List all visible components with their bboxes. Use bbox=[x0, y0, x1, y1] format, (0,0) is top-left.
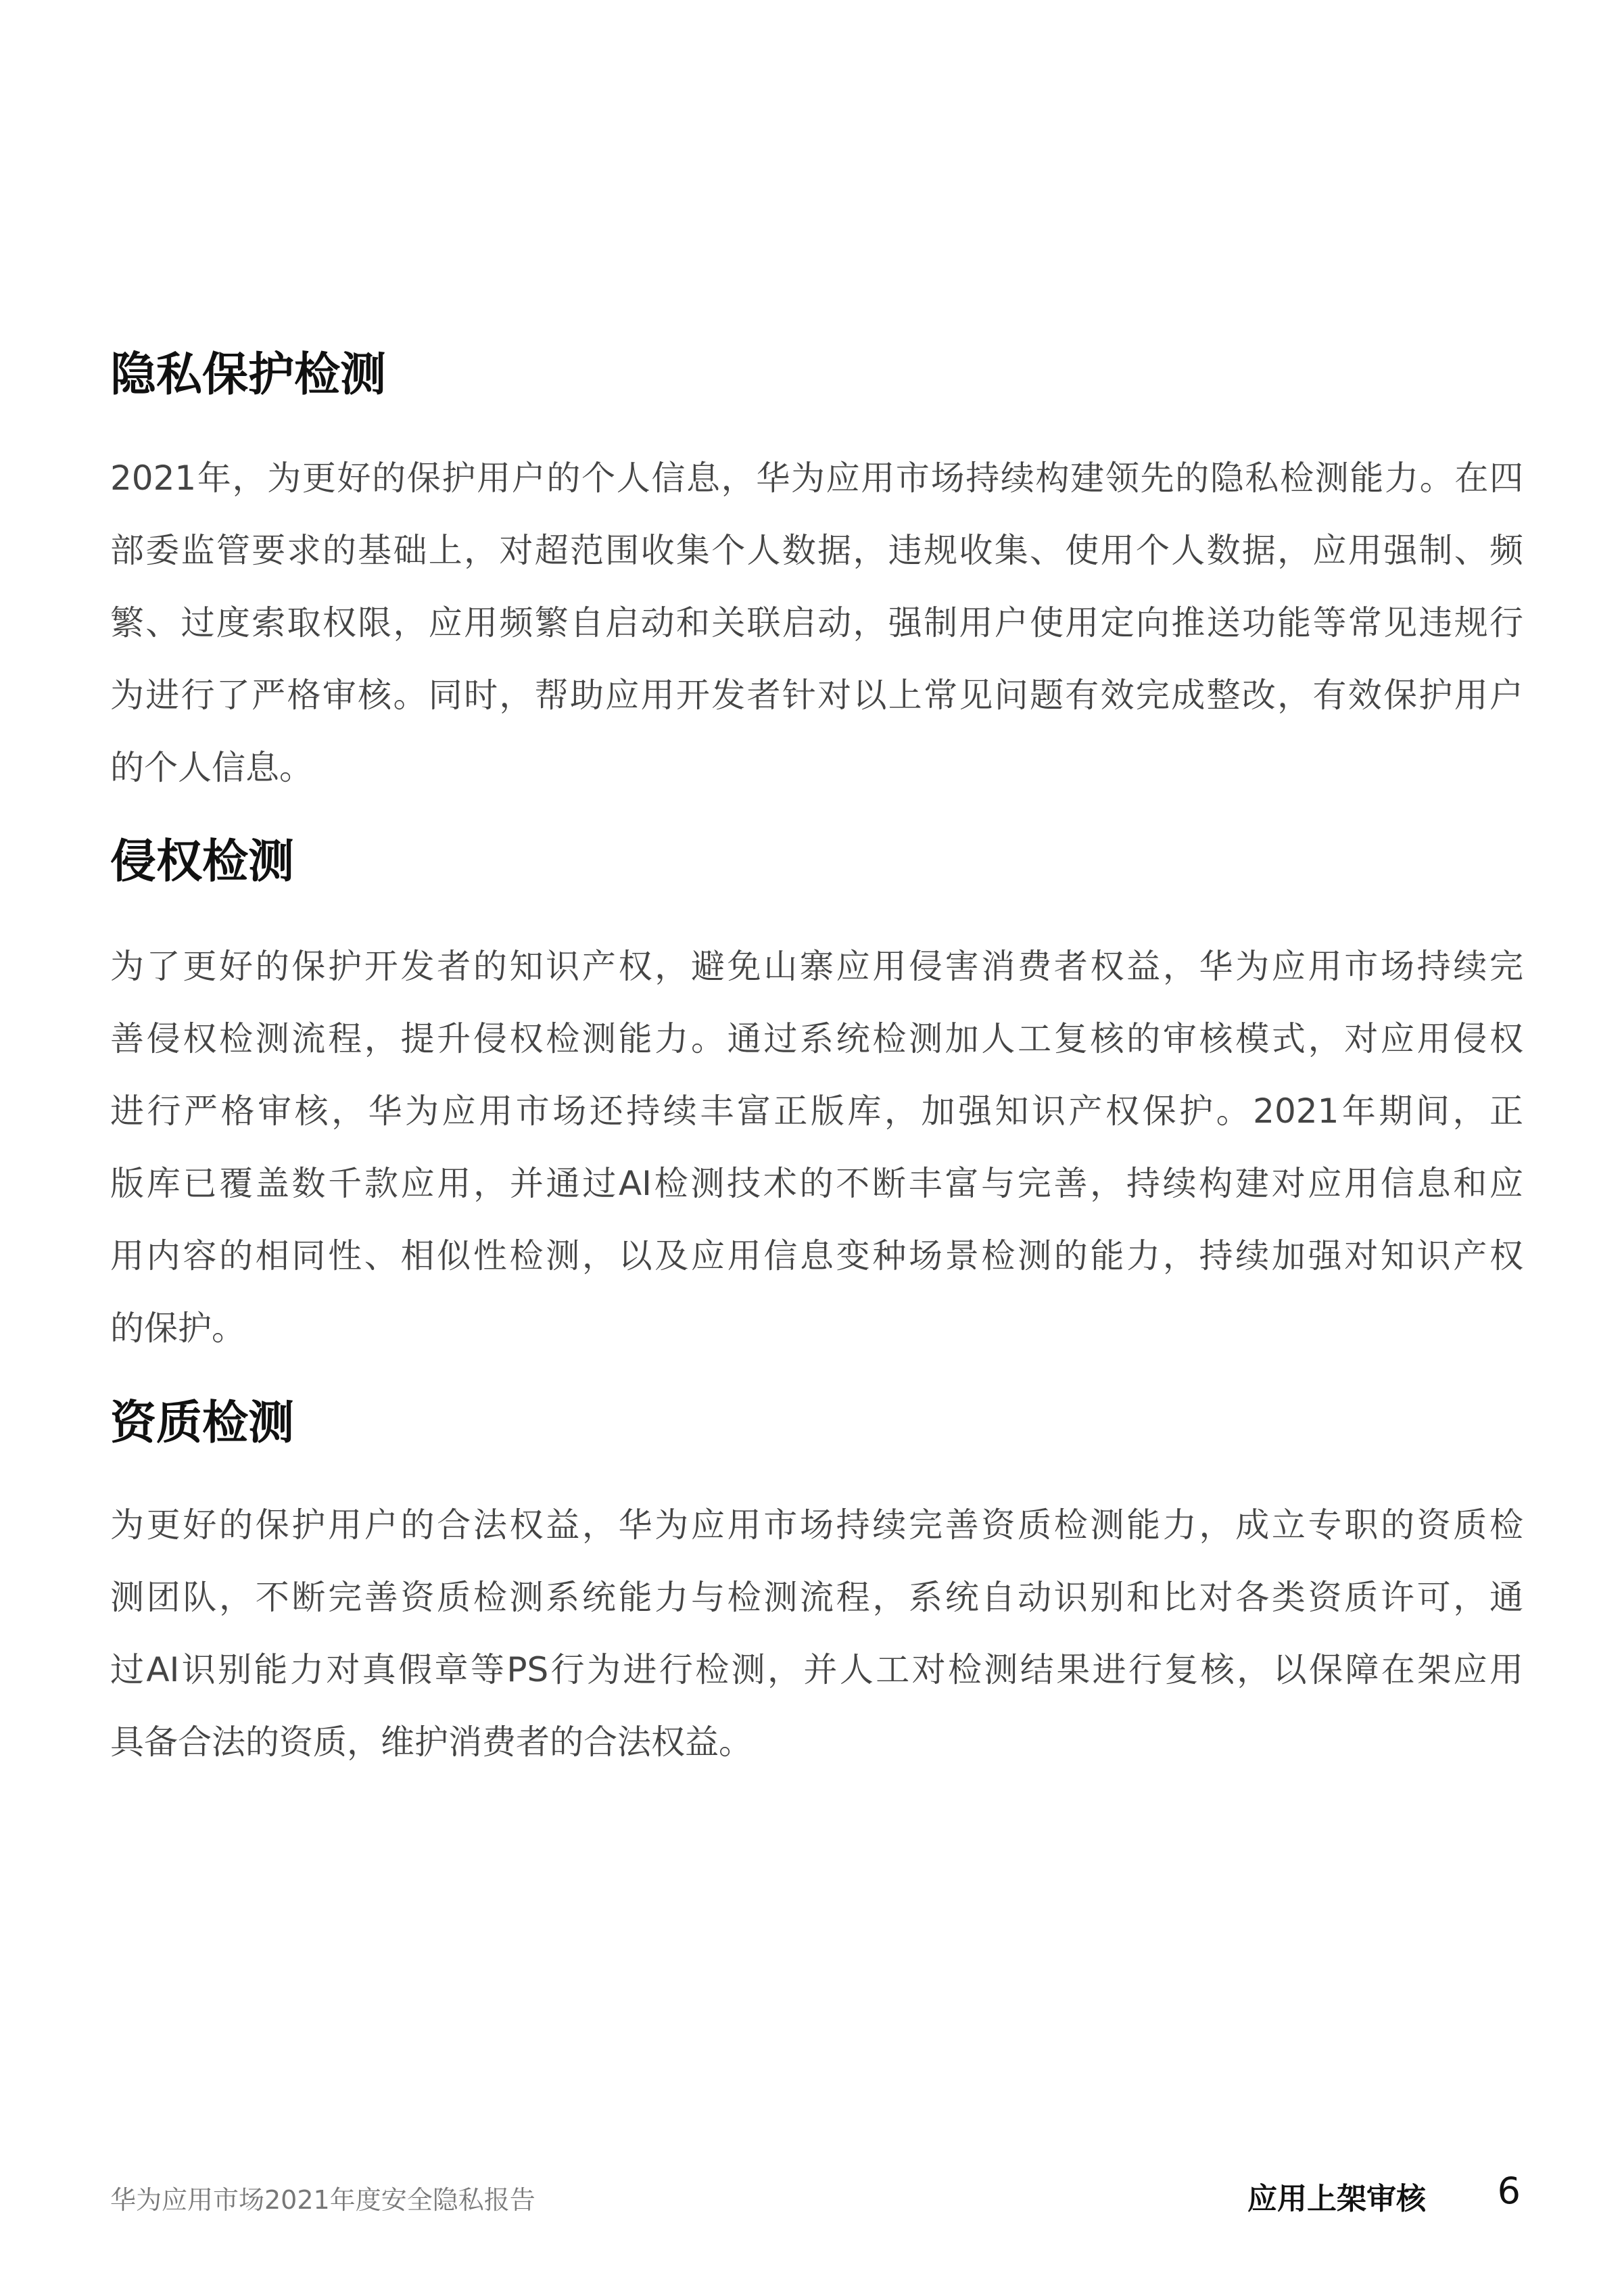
text-line: 部委监管要求的基础上，对超范围收集个人数据，违规收集、使用个人数据，应用强制、频 bbox=[110, 531, 1523, 570]
paragraph-infringement bbox=[110, 931, 1523, 1365]
text-line: 用内容的相同性、相似性检测，以及应用信息变种场景检测的能力，持续加强对知识产权 bbox=[110, 1236, 1523, 1275]
section-heading-infringement: 侵权检测 bbox=[110, 835, 295, 889]
text-line: 的个人信息。 bbox=[110, 748, 313, 787]
section-heading-qualification: 资质检测 bbox=[110, 1397, 295, 1450]
text-line: 繁、过度索取权限，应用频繁自启动和关联启动，强制用户使用定向推送功能等常见违规行 bbox=[110, 603, 1523, 642]
text-line: 善侵权检测流程，提升侵权检测能力。通过系统检测加人工复核的审核模式，对应用侵权 bbox=[110, 1019, 1523, 1058]
text-line: 为更好的保护用户的合法权益，华为应用市场持续完善资质检测能力，成立专职的资质检 bbox=[110, 1505, 1523, 1545]
text-line: 进行严格审核，华为应用市场还持续丰富正版库，加强知识产权保护。2021年期间，正 bbox=[110, 1092, 1523, 1131]
page-number: 6 bbox=[1497, 2170, 1521, 2212]
footer-section-name: 应用上架审核 bbox=[1247, 2182, 1426, 2216]
footer-report-title: 华为应用市场2021年度安全隐私报告 bbox=[110, 2185, 535, 2215]
text-line: 具备合法的资质，维护消费者的合法权益。 bbox=[110, 1723, 753, 1762]
paragraph-qualification bbox=[110, 1489, 1523, 1779]
text-line: 版库已覆盖数千款应用，并通过AI检测技术的不断丰富与完善，持续构建对应用信息和应 bbox=[110, 1164, 1523, 1203]
text-line: 为了更好的保护开发者的知识产权，避免山寨应用侵害消费者权益，华为应用市场持续完 bbox=[110, 947, 1523, 986]
paragraph-privacy bbox=[110, 442, 1523, 804]
section-heading-privacy: 隐私保护检测 bbox=[110, 348, 387, 402]
text-line: 为进行了严格审核。同时，帮助应用开发者针对以上常见问题有效完成整改，有效保护用户 bbox=[110, 676, 1523, 715]
text-line: 的保护。 bbox=[110, 1309, 245, 1348]
text-line: 测团队，不断完善资质检测系统能力与检测流程，系统自动识别和比对各类资质许可，通 bbox=[110, 1578, 1523, 1617]
text-line: 过AI识别能力对真假章等PS行为进行检测，并人工对检测结果进行复核，以保障在架应用 bbox=[110, 1650, 1523, 1689]
text-line: 2021年，为更好的保护用户的个人信息，华为应用市场持续构建领先的隐私检测能力。在四 bbox=[110, 459, 1523, 498]
